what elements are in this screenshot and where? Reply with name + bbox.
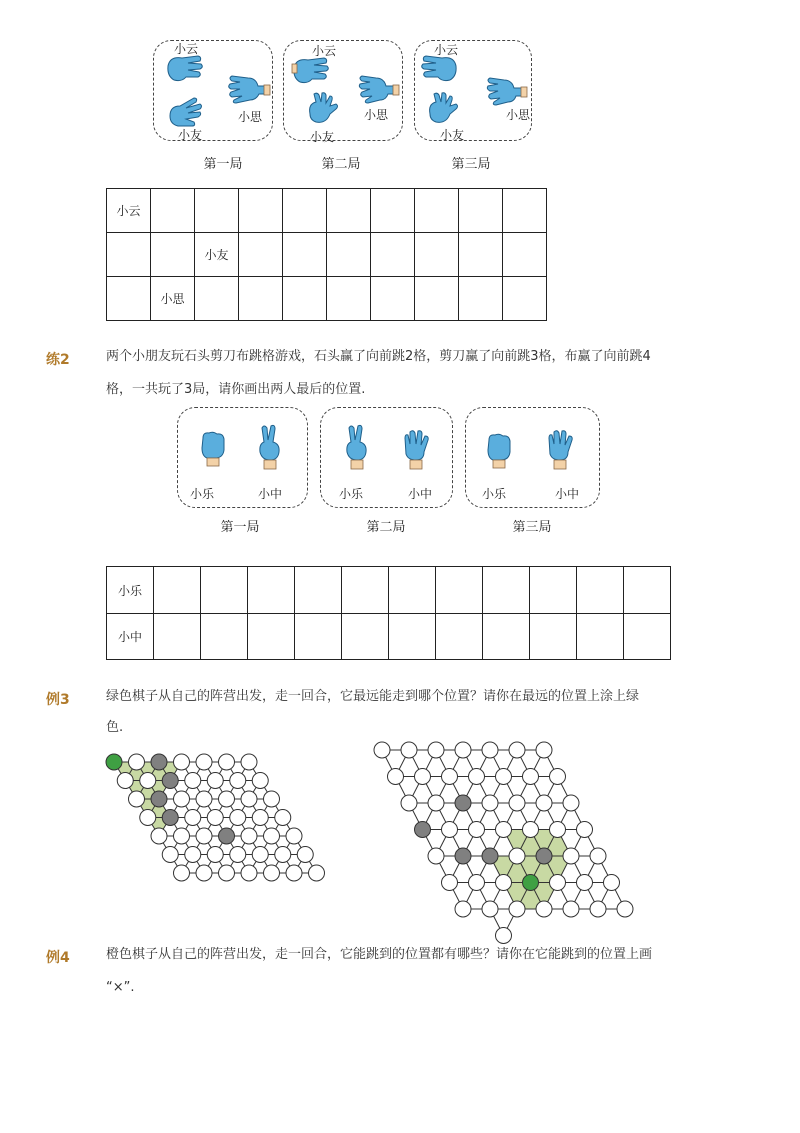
example3-text-line1: 绿色棋子从自己的阵营出发，走一回合，它最远能走到哪个位置？请你在最远的位置上涂上绿 [106,689,640,704]
board-node [185,773,201,789]
board-node [536,848,552,864]
board-node [219,865,235,881]
board-node [455,848,471,864]
board-node [496,875,512,891]
table-cell[interactable] [503,233,547,277]
hex-board-left [100,750,310,875]
table-cell[interactable] [195,189,239,233]
round-caption-3: 第三局 [451,157,491,172]
exercise2-text-line2: 格，一共玩了3局，请你画出两人最后的位置. [106,382,366,397]
table-cell[interactable] [107,233,151,277]
table-cell[interactable] [201,614,248,660]
board-node [309,865,325,881]
glove-icon [424,92,460,128]
board-node [264,791,280,807]
board-node [617,901,633,917]
board-node [577,875,593,891]
board-node [469,769,485,785]
table-cell[interactable] [342,614,389,660]
board-node [207,773,223,789]
scissors-hand-icon [343,424,369,472]
table-cell[interactable] [577,614,624,660]
ex2-round3-left: 小乐 [482,487,507,501]
round3-name-b: 小思 [506,108,531,122]
glove-icon [226,72,270,106]
board-node [196,828,212,844]
glove-icon [166,96,204,130]
table-cell[interactable] [283,277,327,321]
table-cell[interactable] [239,277,283,321]
table-cell[interactable] [415,277,459,321]
board-node [469,875,485,891]
position-table-top [106,188,547,321]
board-node [590,901,606,917]
board-node [241,865,257,881]
table-cell[interactable] [151,189,195,233]
table-cell[interactable] [248,614,295,660]
board-node [374,742,390,758]
glove-icon [304,92,340,128]
board-node [241,828,257,844]
board-node [563,848,579,864]
table-cell[interactable] [239,189,283,233]
board-node [482,848,498,864]
table-cell[interactable] [624,567,671,614]
board-node [230,810,246,826]
board-node [230,847,246,863]
board-node [536,742,552,758]
board-node [401,795,417,811]
table-cell[interactable] [436,567,483,614]
board-node [455,742,471,758]
table-cell[interactable] [371,277,415,321]
exercise2-text-line1: 两个小朋友玩石头剪刀布跳格游戏，石头赢了向前跳2格，剪刀赢了向前跳3格，布赢了向前跳4 [106,349,651,364]
table-cell[interactable] [530,614,577,660]
table-cell[interactable] [327,189,371,233]
board-node [509,848,525,864]
board-node [388,769,404,785]
board-node [151,828,167,844]
board-node [482,795,498,811]
board-node [286,828,302,844]
board-node [415,769,431,785]
board-node [207,847,223,863]
table-cell[interactable] [283,233,327,277]
glove-icon [486,74,528,106]
scissors-hand-icon [256,424,282,472]
table-cell[interactable] [154,567,201,614]
table-cell[interactable] [530,567,577,614]
board-node [563,901,579,917]
table-cell[interactable] [371,233,415,277]
example-tag-4: 例4 [46,950,70,966]
board-node [523,875,539,891]
board-node [442,875,458,891]
board-node [590,848,606,864]
board-node [428,742,444,758]
board-node [264,865,280,881]
table-cell[interactable]: 小思 [151,277,195,321]
board-node [509,901,525,917]
board-node [162,773,178,789]
board-node [117,773,133,789]
board-node [230,773,246,789]
board-node [241,754,257,770]
position-table-ex2 [106,566,671,660]
board-node [162,847,178,863]
board-node [550,875,566,891]
ex2-round3-right: 小中 [555,487,580,501]
table-cell[interactable] [201,567,248,614]
table-cell[interactable]: 小友 [195,233,239,277]
round-caption-2: 第二局 [321,157,361,172]
board-node [252,847,268,863]
board-node [428,848,444,864]
board-node [428,795,444,811]
board-node [264,828,280,844]
table-cell[interactable]: 小中 [107,614,154,660]
board-node [196,754,212,770]
table-cell[interactable] [577,567,624,614]
board-node [550,822,566,838]
table-cell[interactable] [436,614,483,660]
board-node [523,769,539,785]
round2-name-c: 小友 [310,130,335,144]
table-cell[interactable] [459,277,503,321]
table-cell[interactable] [295,567,342,614]
board-node [509,795,525,811]
paper-hand-icon [400,428,432,472]
round1-name-b: 小思 [238,110,263,124]
round2-name-b: 小思 [364,108,389,122]
table-cell[interactable] [459,233,503,277]
board-node [496,769,512,785]
table-cell[interactable] [295,614,342,660]
table-cell[interactable] [371,189,415,233]
table-cell[interactable] [239,233,283,277]
round3-name-a: 小云 [434,43,459,57]
board-node [174,791,190,807]
table-cell[interactable] [459,189,503,233]
table-cell[interactable] [151,233,195,277]
board-node [275,847,291,863]
board-node [442,822,458,838]
board-node [482,901,498,917]
example4-text-line1: 橙色棋子从自己的阵营出发，走一回合，它能跳到的位置都有哪些？请你在它能跳到的位置上画 [106,947,653,962]
board-node [442,769,458,785]
ex2-round-caption-3: 第三局 [512,520,552,535]
example4-text-line2: “×”. [106,980,135,995]
board-node [219,754,235,770]
board-node [286,865,302,881]
board-node [275,810,291,826]
board-node [219,791,235,807]
table-cell[interactable] [342,567,389,614]
board-node [536,795,552,811]
table-cell[interactable] [483,567,530,614]
board-node [496,822,512,838]
board-node [297,847,313,863]
table-cell[interactable]: 小乐 [107,567,154,614]
paper-hand-icon [544,428,576,472]
board-node [604,875,620,891]
board-node [151,791,167,807]
board-node [162,810,178,826]
table-cell[interactable] [195,277,239,321]
ex2-round-caption-2: 第二局 [366,520,406,535]
board-node [196,865,212,881]
board-node [455,901,471,917]
rock-hand-icon [485,432,513,472]
board-node [455,795,471,811]
ex2-round1-left: 小乐 [190,487,215,501]
board-node [469,822,485,838]
example-tag-3: 例3 [46,692,70,708]
board-node [241,791,257,807]
board-node [129,754,145,770]
board-node [563,795,579,811]
table-cell[interactable] [415,233,459,277]
board-node [550,769,566,785]
table-cell[interactable] [389,614,436,660]
table-cell[interactable] [483,614,530,660]
example3-text-line2: 色. [106,720,124,735]
round3-name-c: 小友 [440,128,465,142]
table-cell[interactable] [503,277,547,321]
table-cell[interactable] [624,614,671,660]
board-node [140,810,156,826]
ex2-round2-right: 小中 [408,487,433,501]
ex2-round-caption-1: 第一局 [220,520,260,535]
rock-hand-icon [199,430,227,470]
board-node [219,828,235,844]
board-node [482,742,498,758]
table-cell[interactable] [327,233,371,277]
board-node [129,791,145,807]
round2-name-a: 小云 [312,44,337,58]
round1-name-c: 小友 [178,128,203,142]
ex2-round2-left: 小乐 [339,487,364,501]
table-cell[interactable]: 小云 [107,189,151,233]
board-node [185,847,201,863]
board-node [252,810,268,826]
board-node [509,742,525,758]
table-cell[interactable] [327,277,371,321]
board-node [140,773,156,789]
board-node [415,822,431,838]
table-cell[interactable] [283,189,327,233]
table-cell[interactable] [503,189,547,233]
board-node [523,822,539,838]
board-node [536,901,552,917]
board-node [577,822,593,838]
board-node [252,773,268,789]
table-cell[interactable] [107,277,151,321]
hex-board-right [370,738,620,918]
round-caption-1: 第一局 [203,157,243,172]
table-cell[interactable] [154,614,201,660]
board-node [106,754,122,770]
board-node [185,810,201,826]
board-node [174,754,190,770]
board-node [174,828,190,844]
board-node [207,810,223,826]
table-cell[interactable] [389,567,436,614]
board-node [174,865,190,881]
table-cell[interactable] [248,567,295,614]
board-node [401,742,417,758]
glove-icon [358,72,400,104]
board-node [151,754,167,770]
exercise-tag-2: 练2 [46,352,70,368]
round1-name-a: 小云 [174,42,199,56]
table-cell[interactable] [415,189,459,233]
ex2-round1-right: 小中 [258,487,283,501]
board-node [196,791,212,807]
